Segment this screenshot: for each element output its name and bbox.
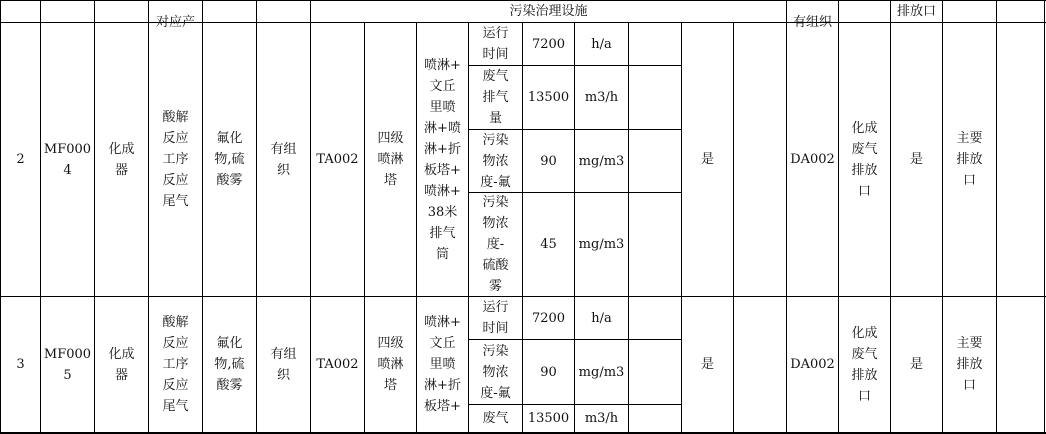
row-outlet-type: 主要 排放 口 <box>956 131 983 188</box>
row-pollutant: 氟化 物,硫 酸雾 <box>214 336 245 393</box>
param-unit: mg/m3 <box>578 153 625 169</box>
row-outlet-name: 化成 废气 排放 口 <box>851 120 878 199</box>
param-name: 运行 时间 <box>482 26 509 62</box>
row-code: MF000 5 <box>43 346 92 383</box>
row-facility-name: 四级 喷淋 塔 <box>377 131 404 188</box>
param-value: 7200 <box>531 36 566 52</box>
row-type: 有组 织 <box>270 141 297 178</box>
param-value: 90 <box>540 364 557 380</box>
row-seq: 3 <box>16 357 25 372</box>
row-outlet-name: 化成 废气 排放 口 <box>851 325 878 404</box>
row-feasible: 是 <box>700 152 714 167</box>
row-type: 有组 织 <box>270 346 297 383</box>
row-process: 酸解 反应 工序 反应 尾气 <box>162 110 189 209</box>
row-process-desc: 喷淋+ 文丘 里喷 淋+喷 淋+折 板塔+ 喷淋+ 38米 排气 筒 <box>424 57 461 262</box>
row-feasible: 是 <box>700 357 714 372</box>
row-is-main: 是 <box>909 152 923 167</box>
row-seq: 2 <box>16 152 25 167</box>
param-unit: m3/h <box>584 90 619 105</box>
param-name: 污染 物浓 度-氟 <box>480 132 511 190</box>
param-value: 7200 <box>531 310 566 326</box>
row-outlet-id: DA002 <box>790 357 835 372</box>
param-unit: h/a <box>591 36 612 52</box>
param-value: 13500 <box>527 411 570 426</box>
param-unit: h/a <box>591 310 612 326</box>
header-partial-product: 对应产 <box>155 15 195 30</box>
row-is-main: 是 <box>909 357 923 372</box>
header-partial-organized: 有组织 <box>792 15 832 30</box>
param-value: 45 <box>540 237 557 252</box>
grid-line <box>733 22 734 434</box>
row-process-desc: 喷淋+ 文丘 里喷 淋+折 板塔+ <box>424 315 461 414</box>
row-workshop: 化成 器 <box>108 141 135 178</box>
header-outlet-title: 排放口 <box>896 4 936 19</box>
row-workshop: 化成 器 <box>108 346 135 383</box>
row-code: MF000 4 <box>43 141 92 178</box>
grid-line <box>1044 0 1045 434</box>
param-name: 污染 物浓 度-氟 <box>480 343 511 401</box>
param-unit: mg/m3 <box>578 237 625 252</box>
grid-line <box>996 0 997 434</box>
param-value: 90 <box>540 153 557 169</box>
param-name: 污染 物浓 度- 硫酸 雾 <box>482 195 509 294</box>
row-facility-name: 四级 喷淋 塔 <box>377 336 404 393</box>
row-facility-id: TA002 <box>316 152 359 167</box>
param-unit: mg/m3 <box>578 364 625 380</box>
row-process: 酸解 反应 工序 反应 尾气 <box>162 315 189 414</box>
param-name: 废气 排气 量 <box>482 69 509 126</box>
header-facility-title: 污染治理设施 <box>509 4 588 19</box>
row-outlet-type: 主要 排放 口 <box>956 336 983 393</box>
param-name: 运行 时间 <box>482 300 509 336</box>
grid-line <box>628 22 629 434</box>
row-facility-id: TA002 <box>316 357 359 372</box>
row-outlet-id: DA002 <box>790 152 835 167</box>
row-pollutant: 氟化 物,硫 酸雾 <box>214 131 245 188</box>
param-name: 废气 <box>482 411 509 426</box>
param-unit: m3/h <box>584 411 619 426</box>
param-value: 13500 <box>527 90 570 105</box>
